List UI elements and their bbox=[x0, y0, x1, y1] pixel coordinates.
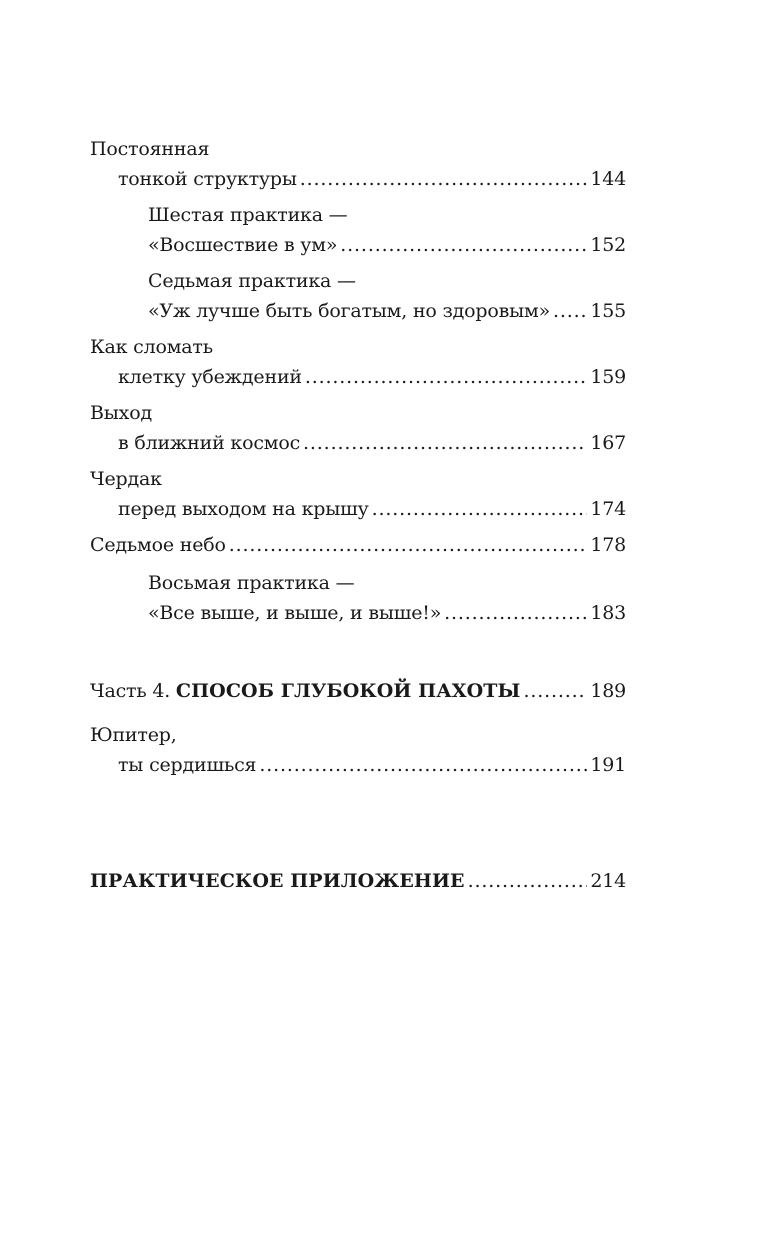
dot-leader bbox=[300, 164, 588, 194]
toc-entry-row bbox=[90, 676, 626, 706]
toc-entry-line: Чердак bbox=[90, 468, 162, 490]
toc-entry-constant-fine-structure bbox=[90, 134, 626, 194]
toc-entry-line: Как сломать bbox=[90, 336, 213, 358]
toc-entry-attic bbox=[90, 464, 626, 524]
toc-page-number: 152 bbox=[590, 234, 626, 256]
dot-leader bbox=[305, 362, 587, 392]
dot-leader bbox=[259, 750, 587, 780]
toc-entry-row bbox=[90, 866, 626, 896]
dot-leader bbox=[229, 530, 588, 560]
toc-entry-row bbox=[90, 428, 626, 458]
dot-leader bbox=[340, 230, 587, 260]
toc-page-number: 155 bbox=[590, 300, 626, 322]
toc-entry-jupiter bbox=[90, 720, 626, 780]
dot-leader bbox=[553, 296, 587, 326]
toc-page-number: 214 bbox=[590, 870, 626, 892]
toc-entry-title: ты сердишься bbox=[118, 754, 257, 776]
toc-entry-practice-seven bbox=[148, 266, 626, 326]
toc-entry-row bbox=[90, 750, 626, 780]
toc-entry-row bbox=[148, 230, 626, 260]
dot-leader bbox=[468, 866, 588, 896]
toc-entry-line: Восьмая практика — bbox=[148, 572, 355, 594]
toc-entry-row bbox=[90, 494, 626, 524]
toc-entry-title: «Уж лучше быть богатым, но здоровым» bbox=[148, 300, 551, 322]
toc-entry-line: Седьмая практика — bbox=[148, 270, 356, 292]
toc-entry-row bbox=[148, 296, 626, 326]
toc-entry-row bbox=[90, 530, 626, 560]
toc-entry-line: Выход bbox=[90, 402, 152, 424]
toc-entry-title: «Все выше, и выше, и выше!» bbox=[148, 602, 442, 624]
toc-entry-line: Шестая практика — bbox=[148, 204, 348, 226]
toc-page-number: 178 bbox=[590, 534, 626, 556]
toc-entry-line: Постоянная bbox=[90, 138, 210, 160]
toc-entry-title: ПРАКТИЧЕСКОЕ ПРИЛОЖЕНИЕ bbox=[90, 870, 465, 892]
toc-page-number: 174 bbox=[590, 498, 626, 520]
toc-entry-row bbox=[90, 362, 626, 392]
toc-page-number: 144 bbox=[590, 168, 626, 190]
toc-page-number: 189 bbox=[590, 680, 626, 702]
toc-entry-line: Юпитер, bbox=[90, 724, 177, 746]
toc-entry-title: клетку убеждений bbox=[118, 366, 302, 388]
toc-entry-title-group bbox=[90, 676, 520, 706]
toc-part-title: СПОСОБ ГЛУБОКОЙ ПАХОТЫ bbox=[175, 680, 521, 702]
toc-entry-practice-six bbox=[148, 200, 626, 260]
toc-entry-title: Седьмое небо bbox=[90, 534, 226, 556]
toc-part-label: Часть 4. bbox=[90, 680, 171, 702]
toc-entry-practice-eight bbox=[148, 568, 626, 628]
toc-entry-part-four bbox=[90, 676, 626, 706]
dot-leader bbox=[303, 428, 587, 458]
dot-leader bbox=[444, 598, 587, 628]
toc-page-number: 159 bbox=[590, 366, 626, 388]
toc-entry-title: в ближний космос bbox=[118, 432, 301, 454]
toc-entry-seventh-heaven bbox=[90, 530, 626, 560]
toc-page-number: 167 bbox=[590, 432, 626, 454]
dot-leader bbox=[523, 676, 587, 706]
toc-page-number: 191 bbox=[590, 754, 626, 776]
toc-entry-title: перед выходом на крышу bbox=[118, 498, 369, 520]
toc-entry-near-space bbox=[90, 398, 626, 458]
toc-entry-break-the-cage bbox=[90, 332, 626, 392]
toc-entry-title: «Восшествие в ум» bbox=[148, 234, 338, 256]
toc-entry-row bbox=[148, 598, 626, 628]
dot-leader bbox=[372, 494, 588, 524]
toc-entry-appendix bbox=[90, 866, 626, 896]
toc-entry-row bbox=[90, 164, 626, 194]
toc-entry-title: тонкой структуры bbox=[118, 168, 297, 190]
toc-page-number: 183 bbox=[590, 602, 626, 624]
